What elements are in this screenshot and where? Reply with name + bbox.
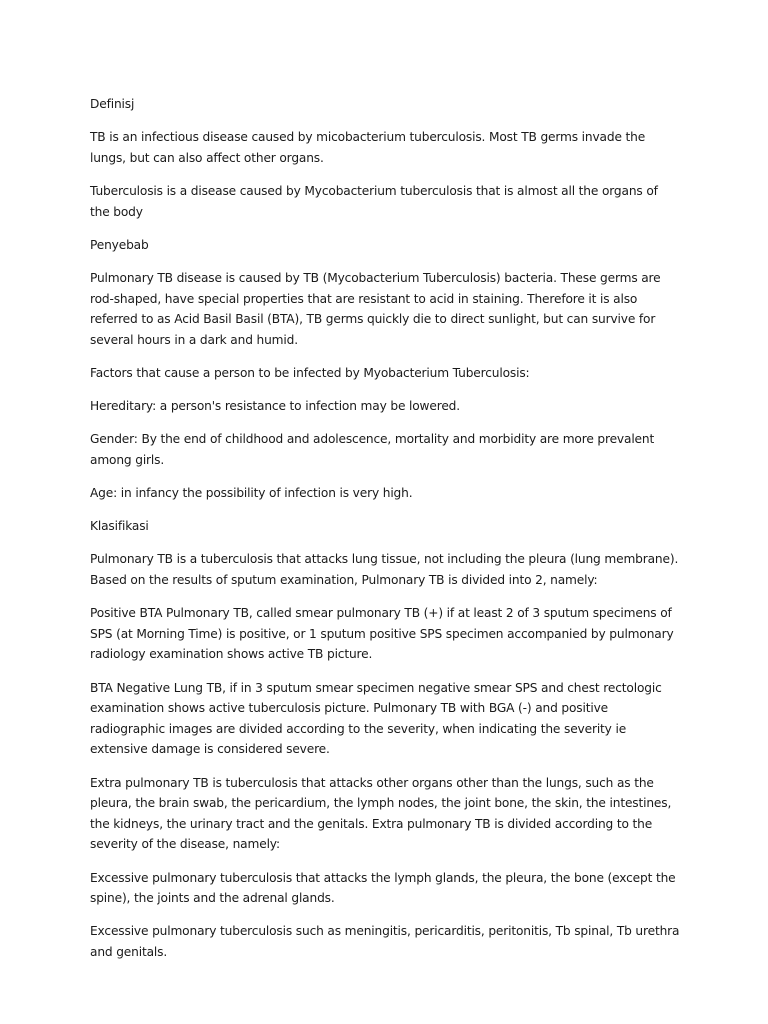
- heading-definisi: Definisj: [90, 97, 135, 111]
- paragraph-factor-hereditary: Hereditary: a person's resistance to infection may be lowered.: [90, 399, 460, 414]
- paragraph-negative-bta: BTA Negative Lung TB, if in 3 sputum smear specimen negative smear SPS and chest rectologic examination shows active tuberculosis picture. Pulmonary TB with BGA (-) and positive radiographic images are divided according to the severity, when indicating the severity ie extensive damage is considered severe.: [90, 680, 662, 757]
- paragraph-tuberculosis-definition: Tuberculosis is a disease caused by Mycobacterium tuberculosis that is almost all the organs of the body: [90, 183, 658, 219]
- paragraph-factor-gender: Gender: By the end of childhood and adolescence, mortality and morbidity are more prevalent among girls.: [90, 432, 655, 467]
- paragraph-excessive-meningitis: Excessive pulmonary tuberculosis such as meningitis, pericarditis, peritonitis, Tb spinal, Tb urethra and genitals.: [90, 924, 680, 959]
- paragraph-positive-bta: Positive BTA Pulmonary TB, called smear pulmonary TB (+) if at least 2 of 3 sputum specimens of SPS (at Morning Time) is positive, or 1 sputum positive SPS specimen accompanied by pulmonary radiology examination shows active TB picture.: [90, 606, 674, 662]
- paragraph-extra-pulmonary: Extra pulmonary TB is tuberculosis that attacks other organs other than the lungs, such as the pleura, the brain swab, the pericardium, the lymph nodes, the joint bone, the skin, the intestines, the kidneys, the urinary tract and the genitals. Extra pulmonary TB is divided according to the severity of the disease, namely:: [90, 775, 672, 852]
- heading-klasifikasi: Klasifikasi: [90, 519, 149, 534]
- paragraph-cause: Pulmonary TB disease is caused by TB (Mycobacterium Tuberculosis) bacteria. These germs are rod-shaped, have special properties that are resistant to acid in staining. Therefore it is also referred to as Acid Basil Basil (BTA), TB germs quickly die to direct sunlight, but can survive for several hours in a dark and humid.: [90, 270, 661, 347]
- paragraph-factors-intro: Factors that cause a person to be infected by Myobacterium Tuberculosis:: [90, 365, 530, 380]
- paragraph-factor-age: Age: in infancy the possibility of infection is very high.: [90, 486, 413, 501]
- paragraph-excessive-lymph: Excessive pulmonary tuberculosis that attacks the lymph glands, the pleura, the bone (except the spine), the joints and the adrenal glands.: [90, 870, 676, 906]
- paragraph-pulmonary-tb: Pulmonary TB is a tuberculosis that attacks lung tissue, not including the pleura (lung membrane). Based on the results of sputum examination, Pulmonary TB is divided into 2, namely:: [90, 552, 679, 588]
- paragraph-tb-definition: TB is an infectious disease caused by micobacterium tuberculosis. Most TB germs invade the lungs, but can also affect other organs.: [90, 130, 646, 165]
- heading-penyebab: Penyebab: [90, 237, 149, 252]
